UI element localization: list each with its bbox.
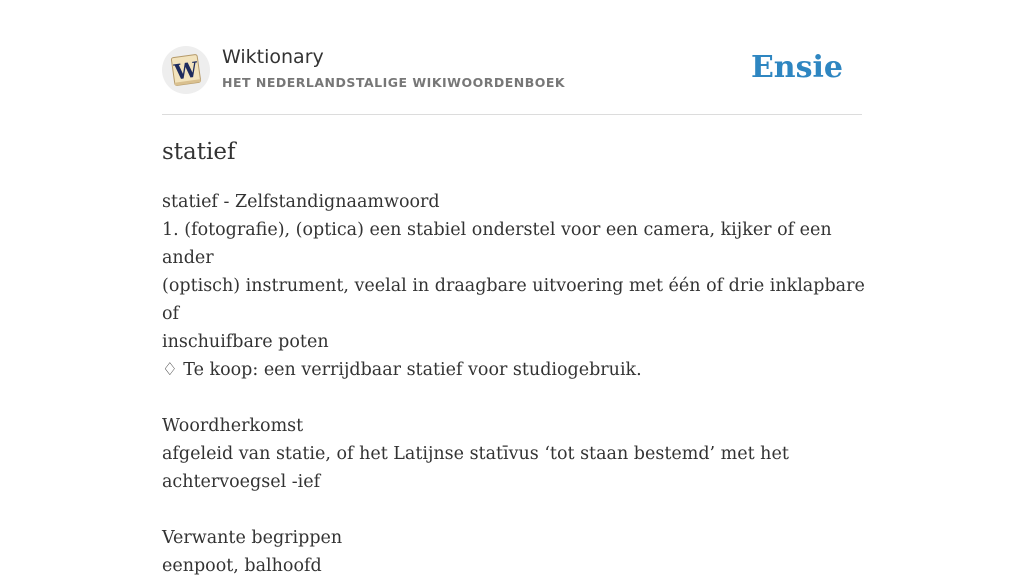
entry-body [162,188,872,384]
etymology-line-1: afgeleid van statie, of het Latijnse statīvus ‘tot staan bestemd’ met het [162,444,789,464]
definition-line-3: inschuifbare poten [162,332,329,352]
related-heading: Verwante begrippen [162,528,343,548]
etymology-heading: Woordherkomst [162,416,304,436]
related-terms: eenpoot, balhoofd [162,556,322,576]
example-sentence: ♢ Te koop: een verrijdbaar statief voor studiogebruik. [162,360,642,380]
spacer [162,496,872,524]
wiktionary-logo-icon[interactable] [162,46,210,94]
ensie-brand-link[interactable]: Ensie [750,50,843,85]
spacer [162,384,872,412]
site-tagline: HET NEDERLANDSTALIGE WIKIWOORDENBOEK [222,75,566,90]
word-class-line: statief - Zelfstandignaamwoord [162,192,440,212]
page-title: statief [162,139,236,165]
definition-line-2: (optisch) instrument, veelal in draagbare uitvoering met één of drie inklapbare of [162,276,865,324]
entry-content [162,136,872,580]
logo-graphic [162,46,210,94]
definition-line-1: 1. (fotografie), (optica) een stabiel onderstel voor een camera, kijker of een ander [162,220,832,268]
etymology-section [162,412,872,496]
site-header [162,44,862,115]
site-name[interactable]: Wiktionary [222,46,324,68]
related-section [162,524,872,580]
etymology-line-2: achtervoegsel -ief [162,472,321,492]
logo-letter: W [172,56,200,85]
